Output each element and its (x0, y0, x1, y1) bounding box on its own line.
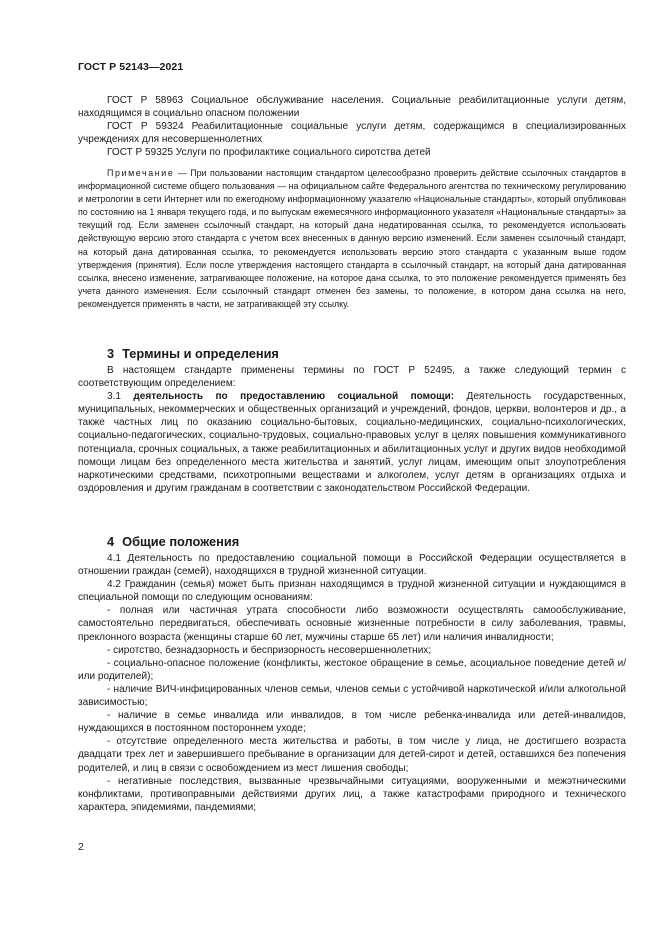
note-block (78, 167, 626, 311)
section-title: Общие положения (122, 534, 240, 549)
page-number: 2 (78, 841, 84, 853)
paragraph: 4.2 Гражданин (семья) может быть признан находящимся в трудной жизненной ситуации и нуждающимся в специальной помощи по следующим основаниям: (78, 579, 626, 604)
section-4-heading (107, 534, 239, 549)
paragraph: 4.1 Деятельность по предоставлению социальной помощи в Российской Федерации осуществляется в отношении граждан (семей), находящихся в трудной жизненной ситуации. (78, 553, 626, 578)
reference-item: ГОСТ Р 58963 Социальное обслуживание населения. Социальные реабилитационные услуги детям, находящимся в социально опасном положении (78, 95, 626, 120)
section-title: Термины и определения (122, 346, 279, 361)
list-item: - негативные последствия, вызванные чрезвычайными ситуациями, вооруженными и межэтническими конфликтами, противоправными действиями других лиц, а также катастрофами природного и технического характера, эпидемиями, пандемиями; (78, 775, 626, 813)
reference-item: ГОСТ Р 59325 Услуги по профилактике социального сиротства детей (107, 147, 431, 159)
list-item: - полная или частичная утрата способности либо возможности осуществлять самообслуживание, самостоятельно передвигаться, обеспечивать основные жизненные потребности в силу заболевания, травмы, преклонного возраста (женщины старше 60 лет, мужчины старше 65 лет) или наличия инвалидности; (78, 605, 626, 643)
list-item: - наличие ВИЧ-инфицированных членов семьи, членов семьи с устойчивой наркотической и/или алкогольной зависимостью; (78, 683, 626, 709)
section-number: 3 (107, 346, 115, 361)
section-intro: В настоящем стандарте применены термины по ГОСТ Р 52495, а также следующий термин с соответствующим определением: (78, 365, 626, 390)
term: деятельность по предоставлению социальной помощи: (133, 391, 455, 403)
definition: Деятельность государственных, муниципальных, некоммерческих и общественных организаций и учреждений, фондов, церкви, волонтеров и др., а также частных лиц по оказанию социально-бытовых, социально-медицинских, социально-психологических, социально-педагогических, социально-трудовых, социально-правовых услуг в целях повышения коммуникативного потенциала, срочных социальных, а также реабилитационных и абилитационных услуг и других видов необходимой помощи лицам без определенного места жительства и занятий, услуг лицам, имеющим опыт злоупотребления наркотическими средствами, психотропными веществами и алкоголем, услуг детям в организациях отдыха и оздоровления и другим гражданам в соответствии с законодательством Российской Федерации. (78, 391, 626, 494)
note-text: — При пользовании настоящим стандартом целесообразно проверить действие ссылочных стандартов в информационной системе общего пользования — на официальном сайте Федерального агентства по техническому регулированию и метрологии в сети Интернет или по ежегодному информационному указателю «Национальные стандарты», который опубликован по состоянию на 1 января текущего года, и по выпускам ежемесячного информационного указателя «Национальные стандарты» за текущий год. Если заменен ссылочный стандарт, на который дана недатированная ссылка, то рекомендуется использовать действующую версию этого стандарта с учетом всех внесенных в данную версию изменений. Если заменен ссылочный стандарт, на который дана датированная ссылка, то рекомендуется использовать версию этого стандарта с указанным выше годом утверждения (принятия). Если после утверждения настоящего стандарта в ссылочный стандарт, на который дана датированная ссылка, внесено изменение, затрагивающее положение, на которое дана ссылка, то это положение рекомендуется применять без учета данного изменения. Если ссылочный стандарт отменен без замены, то положение, в котором дана ссылка на него, рекомендуется применять в части, не затрагивающей эту ссылку. (78, 168, 626, 309)
section-number: 4 (107, 534, 115, 549)
reference-item: ГОСТ Р 59324 Реабилитационные социальные услуги детям, содержащимся в специализированных учреждениях для несовершеннолетних (78, 121, 626, 146)
list-item: - отсутствие определенного места жительства и работы, в том числе у лица, не достигшего возраста двадцати трех лет и завершившего пребывание в организации для детей-сирот и детей, оставшихся без попечения родителей, и лиц в связи с освобождением из мест лишения свободы; (78, 736, 626, 774)
list-item: - социально-опасное положение (конфликты, жестокое обращение в семье, асоциальное поведение детей и/или родителей); (78, 657, 626, 682)
section-4-body (78, 552, 626, 814)
document-header: ГОСТ Р 52143—2021 (78, 61, 184, 73)
term-definition (78, 390, 626, 495)
term-number: 3.1 (107, 391, 121, 403)
list-item: - наличие в семье инвалида или инвалидов, в том числе ребенка-инвалида или детей-инвалидов, нуждающихся в постоянном постороннем уходе; (78, 710, 626, 735)
references-list (78, 94, 626, 159)
list-item: - сиротство, безнадзорность и беспризорность несовершеннолетних; (107, 644, 432, 656)
section-3-body (78, 364, 626, 495)
section-3-heading (107, 346, 279, 361)
note-label: Примечание (107, 168, 175, 178)
